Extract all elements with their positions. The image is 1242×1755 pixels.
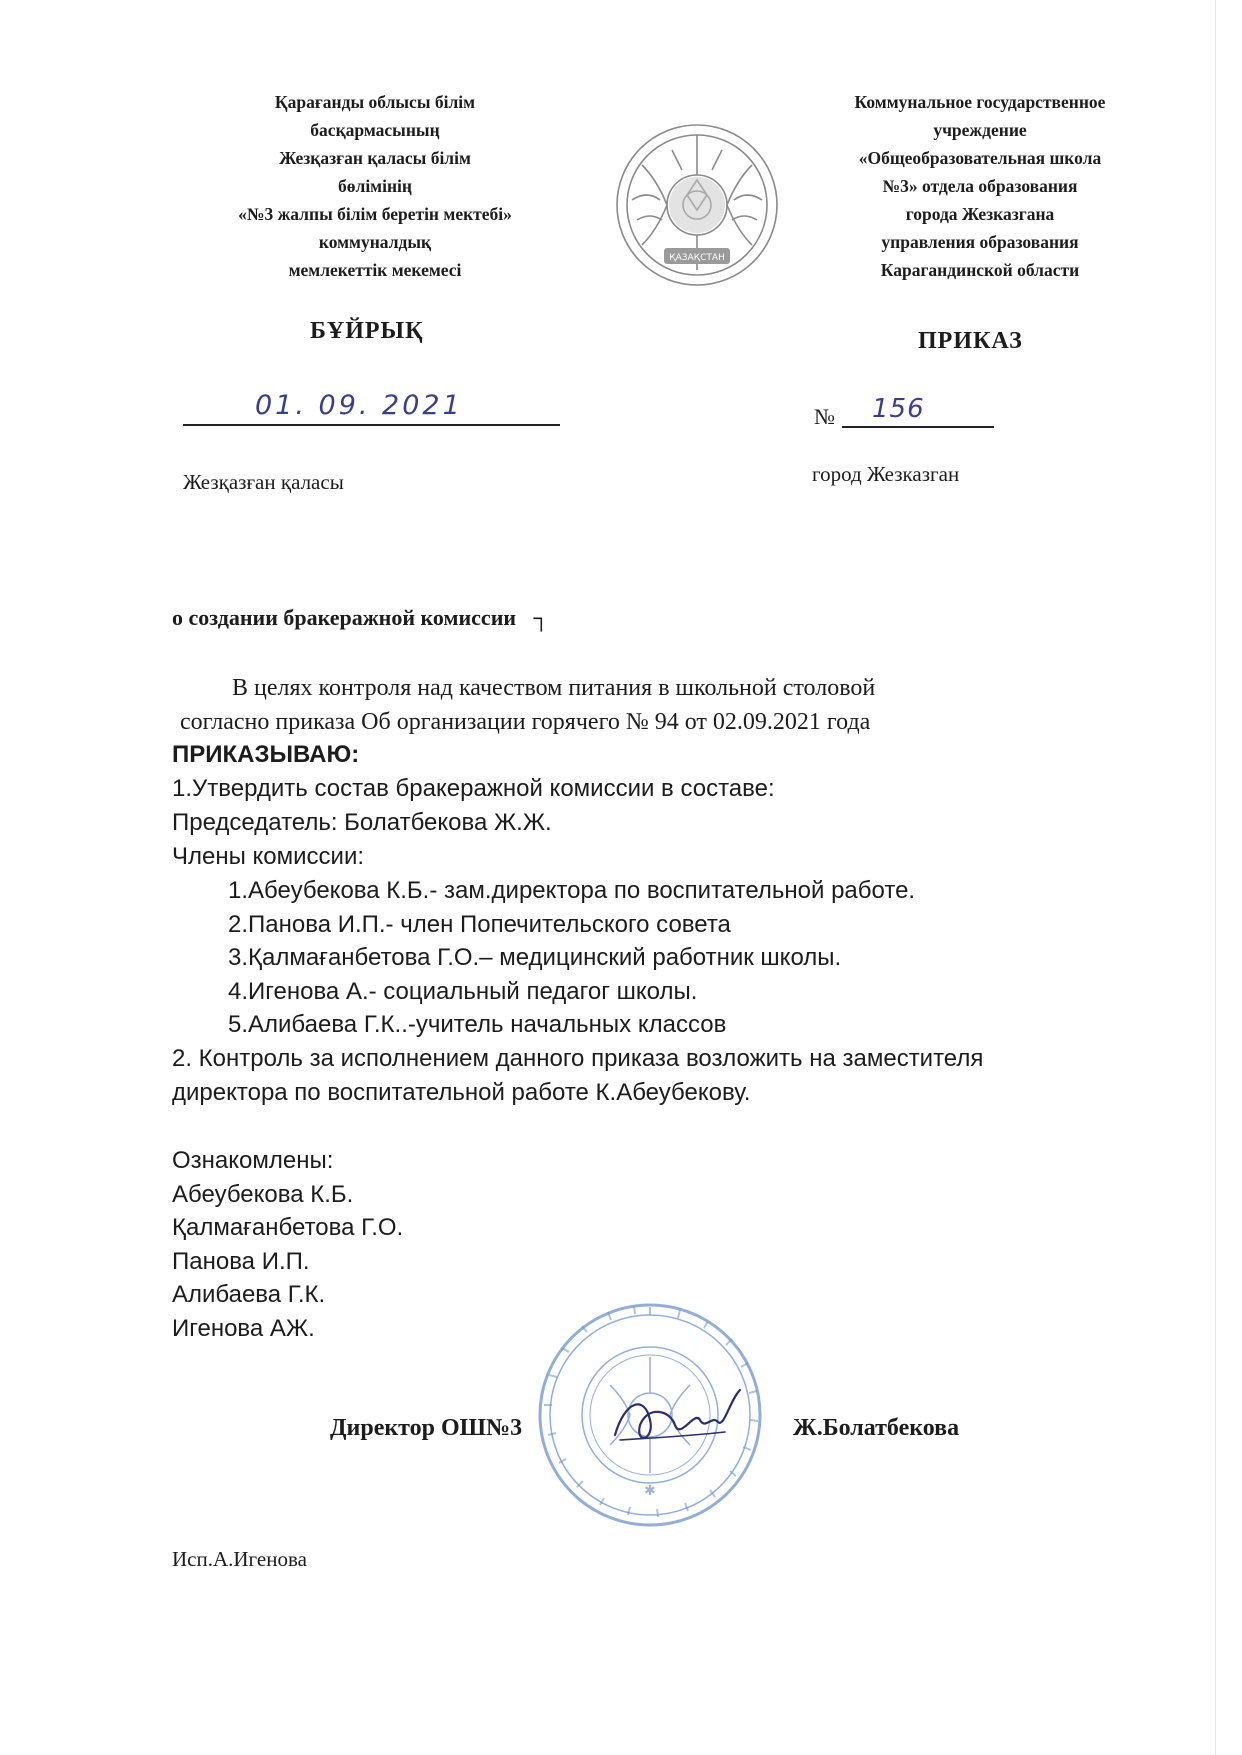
- members-label: Члены комиссии:: [172, 843, 365, 870]
- header-left-line: бөлімінің: [338, 176, 412, 196]
- doc-type-kazakh: БҰЙРЫҚ: [310, 318, 424, 344]
- intro-line-1: В целях контроля над качеством питания в школьной столовой: [232, 675, 876, 701]
- list-item: 3.Қалмағанбетова Г.О.– медицинский работник школы.: [228, 944, 842, 971]
- list-item: 5.Алибаева Г.К..-учитель начальных классов: [228, 1011, 727, 1038]
- signature-position: Директор ОШ№3: [330, 1415, 523, 1441]
- order-point-2-line-2: директора по воспитательной работе К.Абеубекову.: [172, 1079, 751, 1106]
- list-item: 2.Панова И.П.- член Попечительского совета: [228, 910, 731, 938]
- doc-type-russian: ПРИКАЗ: [918, 328, 1023, 354]
- header-right-line: «Общеобразовательная школа: [858, 148, 1102, 168]
- list-item: 1.Абеубекова К.Б.- зам.директора по воспитательной работе.: [228, 877, 916, 904]
- handwritten-signature-icon: [600, 1380, 750, 1460]
- title-corner-mark: ┐: [533, 605, 550, 630]
- order-number: 156: [872, 394, 925, 424]
- header-right-russian: [800, 88, 1160, 284]
- header-right-line: Коммунальное государственное: [854, 92, 1106, 112]
- signature-name: Ж.Болатбекова: [793, 1415, 960, 1441]
- city-kazakh: Жезқазған қаласы: [183, 470, 344, 494]
- number-underline: [842, 426, 994, 428]
- header-right-line: управления образования: [881, 232, 1079, 252]
- order-title-text: о создании бракеражной комиссии: [172, 605, 517, 630]
- list-item: Игенова АЖ.: [172, 1314, 315, 1342]
- header-left-line: коммуналдық: [318, 232, 432, 252]
- number-label: №: [814, 404, 835, 429]
- svg-text:✱: ✱: [644, 1483, 656, 1499]
- date-underline: [183, 424, 560, 426]
- header-left-line: мемлекеттік мекемесі: [288, 260, 462, 280]
- header-left-kazakh: [185, 88, 565, 284]
- header-right-line: Карагандинской области: [880, 260, 1080, 280]
- intro-line-2: согласно приказа Об организации горячего № 94 от 02.09.2021 года: [180, 709, 871, 735]
- acquainted-label: Ознакомлены:: [172, 1147, 334, 1174]
- header-left-line: Қарағанды облысы білім: [274, 92, 476, 112]
- scan-edge: [1215, 0, 1216, 1755]
- acquainted-block: [172, 1144, 403, 1345]
- list-item: Қалмағанбетова Г.О.: [172, 1214, 404, 1241]
- list-item: Абеубекова К.Б.: [172, 1180, 354, 1208]
- emblem-label: ҚАЗАҚСТАН: [669, 253, 725, 263]
- members-list: [228, 874, 915, 1042]
- order-date: 01. 09. 2021: [255, 390, 463, 421]
- order-point-2-line-1: 2. Контроль за исполнением данного приказа возложить на заместителя: [172, 1045, 984, 1072]
- order-point-1: 1.Утвердить состав бракеражной комиссии в составе:: [172, 775, 775, 802]
- list-item: Алибаева Г.К.: [172, 1281, 326, 1308]
- list-item: Панова И.П.: [172, 1247, 310, 1275]
- header-left-line: «№3 жалпы білім беретін мектебі»: [238, 204, 512, 224]
- header-right-line: учреждение: [933, 120, 1027, 140]
- header-right-line: №3» отдела образования: [882, 176, 1078, 196]
- header-left-line: Жезқазған қаласы білім: [279, 148, 471, 168]
- order-title: [172, 605, 549, 631]
- order-word: ПРИКАЗЫВАЮ:: [172, 741, 360, 768]
- state-emblem-icon: [612, 120, 782, 290]
- city-russian: город Жезказган: [812, 462, 960, 486]
- executor-note: Исп.А.Игенова: [172, 1547, 307, 1571]
- header-left-line: басқармасының: [310, 120, 440, 140]
- chairman: Председатель: Болатбекова Ж.Ж.: [172, 809, 552, 836]
- header-right-line: города Жезказгана: [905, 204, 1055, 224]
- list-item: 4.Игенова А.- социальный педагог школы.: [228, 977, 698, 1005]
